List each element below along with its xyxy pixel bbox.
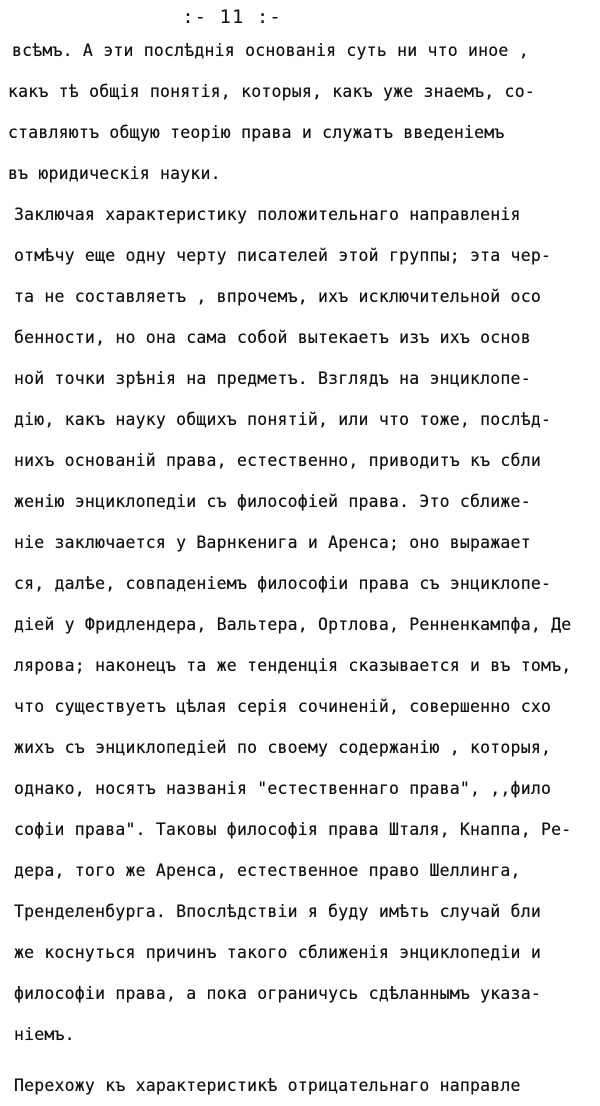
text-line-9: ной точки зрѣнія на предметъ. Взглядъ на энциклопе- bbox=[14, 369, 531, 388]
text-line-6: отмѣчу еще одну черту писателей этой группы; эта чер- bbox=[14, 246, 552, 265]
text-line-8: бенности, но она сама собой вытекаетъ изъ ихъ основ bbox=[14, 328, 531, 347]
text-line-3: ставляютъ общую теорію права и служатъ введеніемъ bbox=[8, 123, 505, 142]
text-line-2: какъ тѣ общія понятія, которыя, какъ уже знаемъ, со- bbox=[8, 82, 535, 101]
text-line-14: ся, далѣе, совпаденіемъ философіи права съ энциклопе- bbox=[14, 574, 552, 593]
text-line-19: однако, носятъ названія "естественнаго права", ,,фило bbox=[14, 779, 552, 798]
text-line-13: ніе заключается у Варнкенига и Аренса; оно выражает bbox=[14, 533, 531, 552]
text-line-10: дію, какъ науку общихъ понятій, или что тоже, послѣд- bbox=[14, 410, 552, 429]
text-line-11: нихъ основаній права, естественно, приводитъ къ сбли bbox=[14, 451, 541, 470]
text-line-23: же коснуться причинъ такого сближенія энциклопедіи и bbox=[14, 943, 541, 962]
text-line-15: діей у Фридлендера, Вальтера, Ортлова, Ренненкампфа, Де bbox=[14, 615, 572, 634]
text-line-4: въ юридическія науки. bbox=[8, 164, 221, 183]
page-number: :- 11 :- bbox=[182, 6, 282, 28]
text-line-18: жихъ съ энциклопедіей по своему содержанію , которыя, bbox=[14, 738, 552, 757]
text-line-25: ніемъ. bbox=[14, 1025, 75, 1044]
text-line-7: та не составляетъ , впрочемъ, ихъ исключительной осо bbox=[14, 287, 541, 306]
text-line-5: Заключая характеристику положительнаго направленія bbox=[14, 205, 521, 224]
text-line-20: софіи права". Таковы философія права Шталя, Кнаппа, Ре- bbox=[14, 820, 572, 839]
text-line-16: лярова; наконецъ та же тенденція сказывается и въ томъ, bbox=[14, 656, 572, 675]
text-line-12: женію энциклопедіи съ философіей права. Это сближе- bbox=[14, 492, 531, 511]
text-line-22: Тренделенбурга. Впослѣдствіи я буду имѣть случай бли bbox=[14, 902, 541, 921]
text-line-1: всѣмъ. А эти послѣднія основанія суть ни что иное , bbox=[12, 41, 529, 60]
body-text bbox=[0, 30, 600, 1106]
text-line-24: философіи права, а пока ограничусь сдѣланнымъ указа- bbox=[14, 984, 541, 1003]
text-line-21: дера, того же Аренса, естественное право Шеллинга, bbox=[14, 861, 521, 880]
text-line-17: что существуетъ цѣлая серія сочиненій, совершенно схо bbox=[14, 697, 552, 716]
text-line-26: Перехожу къ характеристикѣ отрицательнаго направле bbox=[14, 1076, 521, 1095]
